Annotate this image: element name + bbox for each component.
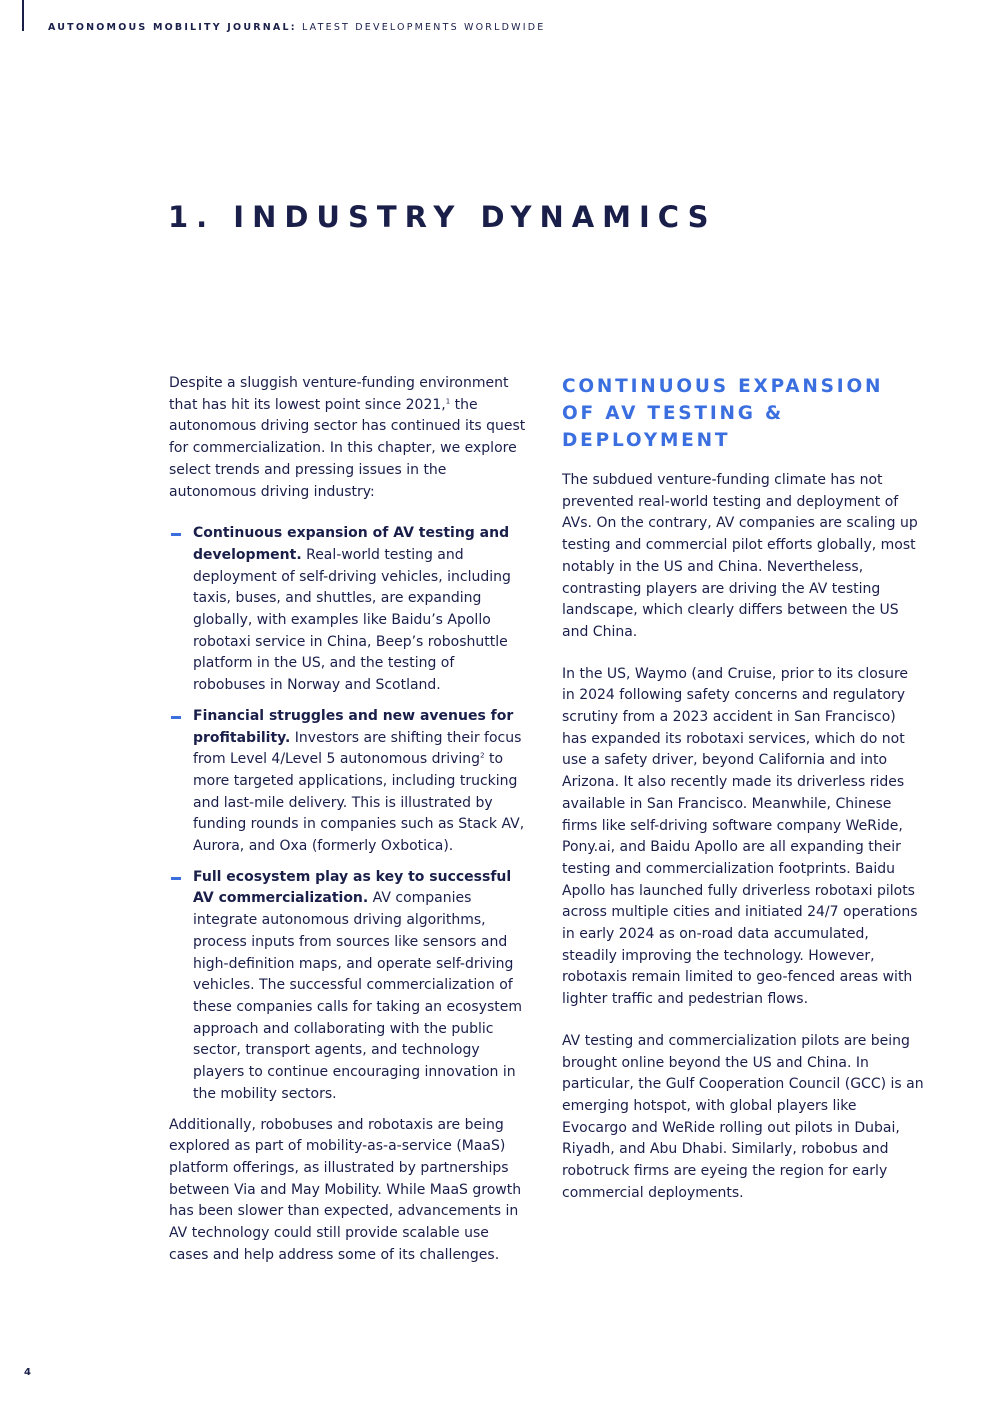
bullet-text: AV companies integrate autonomous driving algorithms, process inputs from sources like sensors and high-definition maps, and operate self-driving vehicles. The successful commercialization of these companies calls for taking an ecosystem approach and collaborating with the public sector, transport agents, and technology players to continue encouraging innovation in the mobility sectors. — [193, 890, 522, 1102]
body-paragraph: The subdued venture-funding climate has not prevented real-world testing and deployment of AVs. On the contrary, AV companies are scaling up testing and commercial pilot efforts globally, most notably in the US and China. Nevertheless, contrasting players are driving the AV testing landscape, which clearly differs between the US and China. — [562, 472, 918, 640]
bullet-text: Investors are shifting their focus from Level 4/Level 5 autonomous driving — [193, 729, 522, 768]
intro-paragraph — [169, 373, 531, 503]
intro-text-a: Despite a sluggish venture-funding environment that has hit its lowest point since 2021, — [169, 375, 509, 413]
section-heading: CONTINUOUS EXPANSION OF AV TESTING & DEPLOYMENT — [562, 376, 884, 451]
page-number: 4 — [24, 1367, 31, 1378]
bullet-title: Financial struggles and new avenues for profitability. — [193, 707, 514, 746]
footnote-marker-1: 1 — [445, 397, 451, 406]
body-paragraph: In the US, Waymo (and Cruise, prior to its closure in 2024 following safety concerns and regulatory scrutiny from a 2023 accident in San Francisco) has expanded its robotaxi services, which do not use a safety driver, beyond California and into Arizona. It also recently made its driverless rides available in San Francisco. Meanwhile, Chinese firms like self-driving software company WeRide, Pony.ai, and Baidu Apollo are all expanding their testing and commercialization footprints. Baidu Apollo has launched fully driverless robotaxi pilots across multiple cities and initiated 24/7 operations in early 2024 as on-road data accumulated, steadily improving the technology. However, robotaxis remain limited to geo-fenced areas with lighter traffic and pedestrian flows. — [562, 665, 918, 1008]
bullet-dash-icon — [171, 877, 181, 880]
header-accent-rule — [22, 0, 24, 31]
body-paragraph: AV testing and commercialization pilots are being brought online beyond the US and China. In particular, the Gulf Cooperation Council (GCC) is an emerging hotspot, with global players like Evocargo and WeRide rolling out pilots in Dubai, Riyadh, and Abu Dhabi. Similarly, robobus and robotruck firms are eyeing the region for early commercial deployments. — [562, 1032, 924, 1201]
bullet-text-continued: to more targeted applications, including trucking and last-mile delivery. This is illustrated by funding rounds in companies such as Stack AV, Aurora, and Oxa (formerly Oxbotica). — [193, 751, 525, 855]
bullet-text: Real-world testing and deployment of self-driving vehicles, including taxis, buses, and shuttles, are expanding globally, with examples like Baidu’s Apollo robotaxi service in China, Beep’s roboshuttle platform in the US, and the testing of robobuses in Norway and Scotland. — [193, 546, 511, 694]
chapter-title: 1. INDUSTRY DYNAMICS — [168, 200, 717, 234]
journal-tagline: LATEST DEVELOPMENTS WORLDWIDE — [301, 22, 546, 33]
bullet-title: Continuous expansion of AV testing and development. — [193, 525, 510, 563]
bullet-dash-icon — [171, 716, 181, 719]
list-item — [169, 706, 531, 858]
bullet-title: Full ecosystem play as key to successful AV commercialization. — [193, 868, 512, 907]
list-item — [169, 523, 531, 697]
closing-paragraph: Additionally, robobuses and robotaxis are being explored as part of mobility-as-a-service (MaaS) platform offerings, as illustrated by partnerships between Via and May Mobility. While MaaS growth has been slower than expected, advancements in AV technology could still provide scalable use cases and help address some of its challenges. — [169, 1116, 522, 1263]
running-header — [48, 22, 545, 33]
right-column — [562, 373, 924, 1205]
bullet-dash-icon — [171, 533, 181, 536]
trend-list — [169, 523, 531, 1105]
left-column — [169, 373, 531, 1266]
footnote-marker-2: 2 — [480, 751, 485, 760]
list-item — [169, 867, 531, 1106]
intro-text-b: the autonomous driving sector has continued its quest for commercialization. In this chapter, we explore select trends and pressing issues in the autonomous driving industry: — [169, 396, 526, 500]
journal-name: AUTONOMOUS MOBILITY JOURNAL: — [48, 22, 297, 33]
